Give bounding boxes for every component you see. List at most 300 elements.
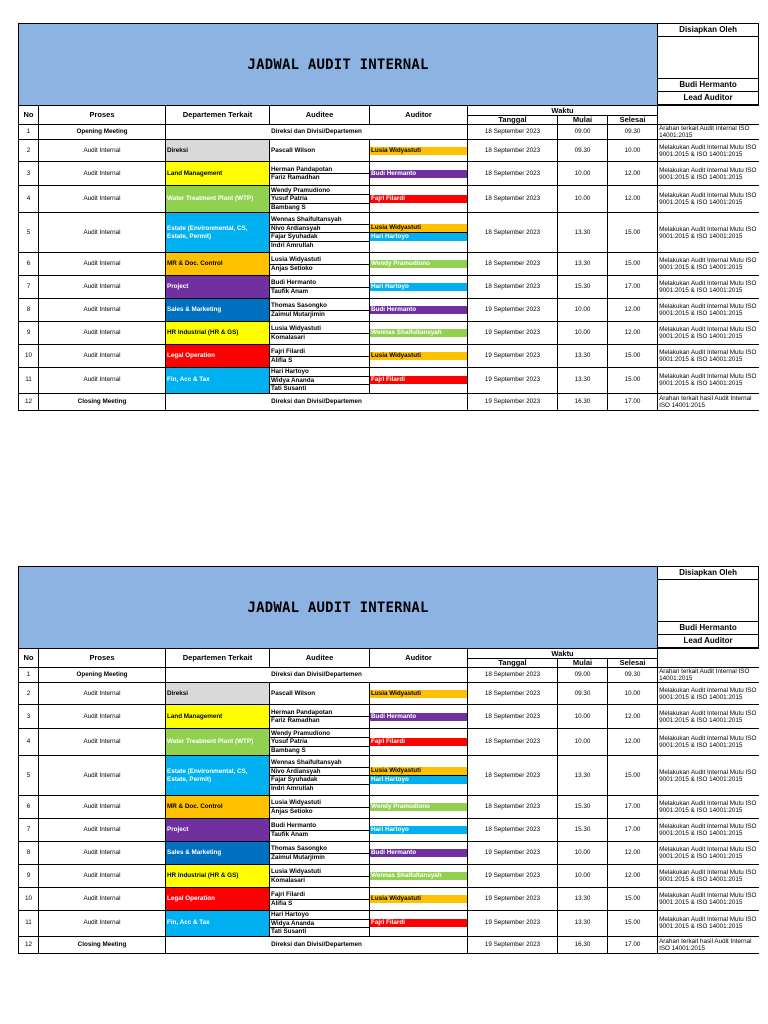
auditee-cell <box>270 796 370 819</box>
row-number: 11 <box>19 368 39 394</box>
start-time-cell: 10.00 <box>558 705 608 729</box>
date-cell: 19 September 2023 <box>468 911 558 937</box>
end-time-cell: 10.00 <box>608 140 658 162</box>
process-cell: Audit Internal <box>39 322 166 345</box>
auditee-name: Taufik Anam <box>271 830 309 838</box>
auditee-cell <box>270 299 370 322</box>
auditee-name: Wendy Pramudiono <box>270 187 369 196</box>
table-row <box>19 911 759 937</box>
signature-box <box>658 580 759 622</box>
table-row <box>19 299 759 322</box>
start-time-cell: 13.30 <box>558 888 608 911</box>
col-departemen-header: Departemen Terkait <box>166 649 270 668</box>
auditor-name: Budi Hermanto <box>370 713 467 721</box>
process-cell: Audit Internal <box>39 368 166 394</box>
auditee-name: Tati Susanti <box>271 928 307 935</box>
auditee-name: Alifia S <box>271 356 293 364</box>
auditor-name: Hari Hartoyo <box>370 232 467 241</box>
auditee-name: Fajar Syuhadak <box>270 776 369 785</box>
date-cell: 18 September 2023 <box>468 162 558 186</box>
auditor-cell <box>370 276 468 299</box>
auditor-cell <box>370 253 468 276</box>
table-row <box>19 253 759 276</box>
date-cell: 18 September 2023 <box>468 668 558 683</box>
auditee-name: Wendy Pramudiono <box>270 730 369 739</box>
auditor-cell <box>370 345 468 368</box>
department-cell: Legal Operation <box>166 888 270 911</box>
start-time-cell: 15.30 <box>558 819 608 842</box>
auditee-name: Fajri Filardi <box>270 891 369 900</box>
col-departemen-header: Departemen Terkait <box>166 106 270 125</box>
auditee-name: Thomas Sasongko <box>270 302 369 311</box>
department-cell: MR & Doc. Control <box>166 796 270 819</box>
auditor-name: Wendy Pramudiono <box>370 803 467 811</box>
row-number: 5 <box>19 213 39 253</box>
department-cell: Land Management <box>166 162 270 186</box>
row-number: 8 <box>19 299 39 322</box>
table-row <box>19 705 759 729</box>
end-time-cell: 17.00 <box>608 819 658 842</box>
auditor-cell <box>370 729 468 756</box>
col-auditor-header: Auditor <box>370 649 468 668</box>
process-cell: Audit Internal <box>39 796 166 819</box>
auditor-cell <box>370 162 468 186</box>
notes-cell: Melakukan Audit Internal Mutu ISO 9001:2015 & ISO 14001:2015 <box>658 796 759 819</box>
col-waktu-header: Waktu <box>468 106 658 116</box>
end-time-cell: 12.00 <box>608 162 658 186</box>
signature-box <box>658 37 759 79</box>
auditee-name: Nivo Ardiansyah <box>270 768 369 777</box>
auditee-cell <box>270 186 370 213</box>
department-cell: Direksi <box>166 140 270 162</box>
date-cell: 18 September 2023 <box>468 186 558 213</box>
auditee-cell <box>270 865 370 888</box>
schedule-sheet-2 <box>18 566 768 954</box>
process-cell: Audit Internal <box>39 842 166 865</box>
auditee-name: Thomas Sasongko <box>270 845 369 854</box>
col-mulai-header: Mulai <box>558 116 608 125</box>
notes-cell: Arahan terkait Audit Internal ISO 14001:2015 <box>658 125 759 140</box>
auditee-cell <box>270 888 370 911</box>
auditor-cell <box>370 705 468 729</box>
auditor-cell <box>370 911 468 937</box>
process-cell: Audit Internal <box>39 345 166 368</box>
notes-cell: Melakukan Audit Internal Mutu ISO 9001:2015 & ISO 14001:2015 <box>658 865 759 888</box>
auditee-name: Zaimul Mutarjimin <box>271 310 325 318</box>
auditee-cell <box>270 842 370 865</box>
end-time-cell: 15.00 <box>608 368 658 394</box>
auditee-name: Hari Hartoyo <box>270 368 369 377</box>
start-time-cell: 10.00 <box>558 186 608 213</box>
signer-role: Lead Auditor <box>658 635 759 648</box>
notes-cell: Melakukan Audit Internal Mutu ISO 9001:2015 & ISO 14001:2015 <box>658 299 759 322</box>
table-row <box>19 796 759 819</box>
date-cell: 18 September 2023 <box>468 140 558 162</box>
end-time-cell: 12.00 <box>608 865 658 888</box>
table-row <box>19 842 759 865</box>
row-number: 9 <box>19 322 39 345</box>
table-row <box>19 125 759 140</box>
auditee-name: Komalasari <box>271 876 305 884</box>
auditor-name: Lusia Widyastuti <box>370 767 467 775</box>
process-cell: Audit Internal <box>39 140 166 162</box>
department-cell: MR & Doc. Control <box>166 253 270 276</box>
table-row <box>19 186 759 213</box>
auditor-cell <box>370 842 468 865</box>
notes-cell: Melakukan Audit Internal Mutu ISO 9001:2015 & ISO 14001:2015 <box>658 729 759 756</box>
date-cell: 18 September 2023 <box>468 819 558 842</box>
notes-cell: Melakukan Audit Internal Mutu ISO 9001:2015 & ISO 14001:2015 <box>658 911 759 937</box>
notes-cell: Arahan terkait hasil Audit Internal ISO 14001:2015 <box>658 936 759 953</box>
notes-cell: Melakukan Audit Internal Mutu ISO 9001:2015 & ISO 14001:2015 <box>658 368 759 394</box>
start-time-cell: 13.30 <box>558 756 608 796</box>
notes-cell: Melakukan Audit Internal Mutu ISO 9001:2015 & ISO 14001:2015 <box>658 186 759 213</box>
signer-name: Budi Hermanto <box>658 79 759 92</box>
date-cell: 18 September 2023 <box>468 253 558 276</box>
end-time-cell: 17.00 <box>608 936 658 953</box>
row-number: 10 <box>19 888 39 911</box>
auditor-name: Hari Hartoyo <box>370 775 467 784</box>
row-number: 12 <box>19 393 39 410</box>
start-time-cell: 16.30 <box>558 393 608 410</box>
auditee-name: Hari Hartoyo <box>270 911 369 920</box>
auditor-cell <box>370 213 468 253</box>
auditee-name: Budi Hermanto <box>270 822 369 831</box>
process-cell: Audit Internal <box>39 213 166 253</box>
auditee-name: Budi Hermanto <box>270 279 369 288</box>
auditor-cell <box>370 819 468 842</box>
auditee-name: Pascall Wilson <box>271 689 316 697</box>
prepared-by-label: Disiapkan Oleh <box>658 24 759 37</box>
department-cell: Water Treatment Plant (WTP) <box>166 186 270 213</box>
notes-cell: Melakukan Audit Internal Mutu ISO 9001:2015 & ISO 14001:2015 <box>658 140 759 162</box>
col-no-header: No <box>19 649 39 668</box>
date-cell: 18 September 2023 <box>468 796 558 819</box>
start-time-cell: 13.30 <box>558 368 608 394</box>
auditee-name: Indri Amrullah <box>271 784 314 792</box>
col-proses-header: Proses <box>39 649 166 668</box>
auditee-cell <box>270 729 370 756</box>
table-row <box>19 393 759 410</box>
notes-cell: Melakukan Audit Internal Mutu ISO 9001:2015 & ISO 14001:2015 <box>658 276 759 299</box>
auditee-name: Nivo Ardiansyah <box>270 225 369 234</box>
department-cell: HR Industrial (HR & GS) <box>166 865 270 888</box>
process-cell: Audit Internal <box>39 819 166 842</box>
auditee-cell <box>270 683 370 705</box>
table-row <box>19 865 759 888</box>
notes-cell: Arahan terkait hasil Audit Internal ISO 14001:2015 <box>658 393 759 410</box>
auditee-cell <box>270 140 370 162</box>
auditor-cell <box>370 322 468 345</box>
end-time-cell: 15.00 <box>608 756 658 796</box>
start-time-cell: 10.00 <box>558 299 608 322</box>
process-cell: Audit Internal <box>39 911 166 937</box>
auditor-cell <box>370 368 468 394</box>
auditee-name: Herman Pandapotan <box>270 166 369 175</box>
date-cell: 19 September 2023 <box>468 368 558 394</box>
auditee-cell <box>270 253 370 276</box>
auditee-cell <box>270 819 370 842</box>
auditor-name: Wendy Pramudiono <box>370 260 467 268</box>
notes-cell: Melakukan Audit Internal Mutu ISO 9001:2015 & ISO 14001:2015 <box>658 322 759 345</box>
col-tanggal-header: Tanggal <box>468 659 558 668</box>
start-time-cell: 10.00 <box>558 842 608 865</box>
end-time-cell: 17.00 <box>608 276 658 299</box>
row-number: 1 <box>19 668 39 683</box>
start-time-cell: 09.30 <box>558 140 608 162</box>
table-row <box>19 140 759 162</box>
auditor-name: Lusia Widyastuti <box>370 690 467 698</box>
row-number: 11 <box>19 911 39 937</box>
start-time-cell: 10.00 <box>558 322 608 345</box>
process-cell: Audit Internal <box>39 683 166 705</box>
col-no-header: No <box>19 106 39 125</box>
auditee-name: Lusia Widyastuti <box>270 256 369 265</box>
signer-role: Lead Auditor <box>658 92 759 105</box>
department-cell: Sales & Marketing <box>166 299 270 322</box>
process-cell: Audit Internal <box>39 162 166 186</box>
auditor-cell <box>370 888 468 911</box>
row-number: 6 <box>19 796 39 819</box>
participants-cell: Direksi dan Divisi/Departemen <box>166 936 468 953</box>
notes-cell: Melakukan Audit Internal Mutu ISO 9001:2015 & ISO 14001:2015 <box>658 756 759 796</box>
signer-name: Budi Hermanto <box>658 622 759 635</box>
end-time-cell: 12.00 <box>608 322 658 345</box>
notes-cell: Melakukan Audit Internal Mutu ISO 9001:2015 & ISO 14001:2015 <box>658 683 759 705</box>
department-cell: Fin, Acc & Tax <box>166 911 270 937</box>
date-cell: 18 September 2023 <box>468 756 558 796</box>
process-cell: Closing Meeting <box>39 936 166 953</box>
date-cell: 19 September 2023 <box>468 345 558 368</box>
auditee-name: Fariz Ramadhan <box>271 717 320 724</box>
notes-cell: Melakukan Audit Internal Mutu ISO 9001:2015 & ISO 14001:2015 <box>658 705 759 729</box>
department-cell: Project <box>166 276 270 299</box>
table-row <box>19 683 759 705</box>
auditee-name: Anjas Setioko <box>271 264 313 272</box>
auditor-name: Wennas Shaifultansyah <box>370 872 467 880</box>
row-number: 10 <box>19 345 39 368</box>
process-cell: Closing Meeting <box>39 393 166 410</box>
start-time-cell: 10.00 <box>558 729 608 756</box>
start-time-cell: 09.30 <box>558 683 608 705</box>
end-time-cell: 15.00 <box>608 213 658 253</box>
row-number: 4 <box>19 729 39 756</box>
auditor-name: Lusia Widyastuti <box>370 224 467 232</box>
auditee-cell <box>270 368 370 394</box>
auditee-cell <box>270 911 370 937</box>
auditor-cell <box>370 865 468 888</box>
auditor-name: Lusia Widyastuti <box>370 147 467 155</box>
page-title: JADWAL AUDIT INTERNAL <box>19 24 658 106</box>
auditor-cell <box>370 299 468 322</box>
end-time-cell: 12.00 <box>608 705 658 729</box>
process-cell: Audit Internal <box>39 705 166 729</box>
auditee-name: Yusuf Patria <box>270 738 369 747</box>
end-time-cell: 09.30 <box>608 668 658 683</box>
auditee-name: Wennas Shaifultansyah <box>270 216 369 225</box>
auditee-name: Lusia Widyastuti <box>270 868 369 877</box>
auditee-name: Bambang S <box>271 746 306 754</box>
row-number: 2 <box>19 140 39 162</box>
auditee-name: Herman Pandapotan <box>270 709 369 718</box>
department-cell: Direksi <box>166 683 270 705</box>
row-number: 7 <box>19 276 39 299</box>
row-number: 7 <box>19 819 39 842</box>
col-auditee-header: Auditee <box>270 649 370 668</box>
col-proses-header: Proses <box>39 106 166 125</box>
end-time-cell: 15.00 <box>608 911 658 937</box>
table-row <box>19 368 759 394</box>
col-auditee-header: Auditee <box>270 106 370 125</box>
participants-cell: Direksi dan Divisi/Departemen <box>166 393 468 410</box>
auditee-cell <box>270 276 370 299</box>
col-auditor-header: Auditor <box>370 106 468 125</box>
auditee-cell <box>270 322 370 345</box>
department-cell: Fin, Acc & Tax <box>166 368 270 394</box>
start-time-cell: 10.00 <box>558 162 608 186</box>
row-number: 5 <box>19 756 39 796</box>
auditee-name: Wennas Shaifultansyah <box>270 759 369 768</box>
table-row <box>19 668 759 683</box>
start-time-cell: 09.00 <box>558 125 608 140</box>
row-number: 2 <box>19 683 39 705</box>
schedule-sheet-1 <box>18 23 768 411</box>
auditee-name: Pascall Wilson <box>271 146 316 154</box>
end-time-cell: 17.00 <box>608 393 658 410</box>
process-cell: Audit Internal <box>39 756 166 796</box>
table-row <box>19 213 759 253</box>
auditor-name: Hari Hartoyo <box>370 283 467 291</box>
auditee-name: Tati Susanti <box>271 385 307 392</box>
date-cell: 18 September 2023 <box>468 729 558 756</box>
table-row <box>19 819 759 842</box>
end-time-cell: 15.00 <box>608 253 658 276</box>
notes-cell: Melakukan Audit Internal Mutu ISO 9001:2015 & ISO 14001:2015 <box>658 162 759 186</box>
process-cell: Audit Internal <box>39 253 166 276</box>
auditee-name: Bambang S <box>271 203 306 211</box>
end-time-cell: 09.30 <box>608 125 658 140</box>
date-cell: 18 September 2023 <box>468 683 558 705</box>
process-cell: Audit Internal <box>39 276 166 299</box>
date-cell: 19 September 2023 <box>468 842 558 865</box>
department-cell: Water Treatment Plant (WTP) <box>166 729 270 756</box>
auditee-name: Fariz Ramadhan <box>271 174 320 181</box>
start-time-cell: 15.30 <box>558 276 608 299</box>
auditor-cell <box>370 683 468 705</box>
row-number: 9 <box>19 865 39 888</box>
auditee-name: Anjas Setioko <box>271 807 313 815</box>
row-number: 3 <box>19 705 39 729</box>
auditee-cell <box>270 162 370 186</box>
row-number: 8 <box>19 842 39 865</box>
auditee-name: Yusuf Patria <box>270 195 369 204</box>
auditee-name: Komalasari <box>271 333 305 341</box>
auditee-cell <box>270 345 370 368</box>
notes-cell: Melakukan Audit Internal Mutu ISO 9001:2015 & ISO 14001:2015 <box>658 842 759 865</box>
end-time-cell: 12.00 <box>608 186 658 213</box>
row-number: 12 <box>19 936 39 953</box>
department-cell: Project <box>166 819 270 842</box>
table-row <box>19 756 759 796</box>
page-title: JADWAL AUDIT INTERNAL <box>19 567 658 649</box>
start-time-cell: 13.30 <box>558 253 608 276</box>
process-cell: Audit Internal <box>39 299 166 322</box>
col-tanggal-header: Tanggal <box>468 116 558 125</box>
auditor-name: Fajri Filardi <box>370 195 467 203</box>
department-cell: Land Management <box>166 705 270 729</box>
end-time-cell: 15.00 <box>608 345 658 368</box>
auditor-name: Wennas Shaifultansyah <box>370 329 467 337</box>
auditor-name: Lusia Widyastuti <box>370 895 467 903</box>
date-cell: 19 September 2023 <box>468 865 558 888</box>
notes-cell: Melakukan Audit Internal Mutu ISO 9001:2015 & ISO 14001:2015 <box>658 819 759 842</box>
auditor-name: Fajri Filardi <box>370 376 467 384</box>
auditee-name: Indri Amrullah <box>271 241 314 249</box>
process-cell: Opening Meeting <box>39 125 166 140</box>
start-time-cell: 09.00 <box>558 668 608 683</box>
auditor-name: Lusia Widyastuti <box>370 352 467 360</box>
process-cell: Audit Internal <box>39 888 166 911</box>
table-row <box>19 936 759 953</box>
process-cell: Audit Internal <box>39 186 166 213</box>
date-cell: 18 September 2023 <box>468 276 558 299</box>
auditee-name: Zaimul Mutarjimin <box>271 853 325 861</box>
date-cell: 19 September 2023 <box>468 322 558 345</box>
row-number: 3 <box>19 162 39 186</box>
participants-cell: Direksi dan Divisi/Departemen <box>166 668 468 683</box>
start-time-cell: 13.30 <box>558 213 608 253</box>
date-cell: 18 September 2023 <box>468 125 558 140</box>
auditee-name: Fajar Syuhadak <box>270 233 369 242</box>
col-waktu-header: Waktu <box>468 649 658 659</box>
auditor-name: Budi Hermanto <box>370 306 467 314</box>
date-cell: 19 September 2023 <box>468 393 558 410</box>
auditor-name: Fajri Filardi <box>370 738 467 746</box>
end-time-cell: 17.00 <box>608 796 658 819</box>
auditor-name: Fajri Filardi <box>370 919 467 927</box>
auditee-name: Lusia Widyastuti <box>270 325 369 334</box>
auditor-cell <box>370 756 468 796</box>
row-number: 4 <box>19 186 39 213</box>
auditor-cell <box>370 796 468 819</box>
end-time-cell: 12.00 <box>608 842 658 865</box>
end-time-cell: 10.00 <box>608 683 658 705</box>
notes-cell: Melakukan Audit Internal Mutu ISO 9001:2015 & ISO 14001:2015 <box>658 345 759 368</box>
process-cell: Audit Internal <box>39 729 166 756</box>
prepared-by-label: Disiapkan Oleh <box>658 567 759 580</box>
auditor-name: Hari Hartoyo <box>370 826 467 834</box>
table-row <box>19 729 759 756</box>
auditee-cell <box>270 705 370 729</box>
auditor-cell <box>370 140 468 162</box>
col-selesai-header: Selesai <box>608 659 658 668</box>
table-row <box>19 322 759 345</box>
auditee-name: Alifia S <box>271 899 293 907</box>
notes-cell: Melakukan Audit Internal Mutu ISO 9001:2015 & ISO 14001:2015 <box>658 888 759 911</box>
auditor-name: Budi Hermanto <box>370 849 467 857</box>
date-cell: 19 September 2023 <box>468 888 558 911</box>
department-cell: Legal Operation <box>166 345 270 368</box>
col-mulai-header: Mulai <box>558 659 608 668</box>
col-selesai-header: Selesai <box>608 116 658 125</box>
start-time-cell: 15.30 <box>558 796 608 819</box>
date-cell: 19 September 2023 <box>468 299 558 322</box>
table-row <box>19 345 759 368</box>
table-row <box>19 888 759 911</box>
end-time-cell: 12.00 <box>608 299 658 322</box>
auditee-name: Taufik Anam <box>271 287 309 295</box>
auditor-name: Budi Hermanto <box>370 170 467 178</box>
